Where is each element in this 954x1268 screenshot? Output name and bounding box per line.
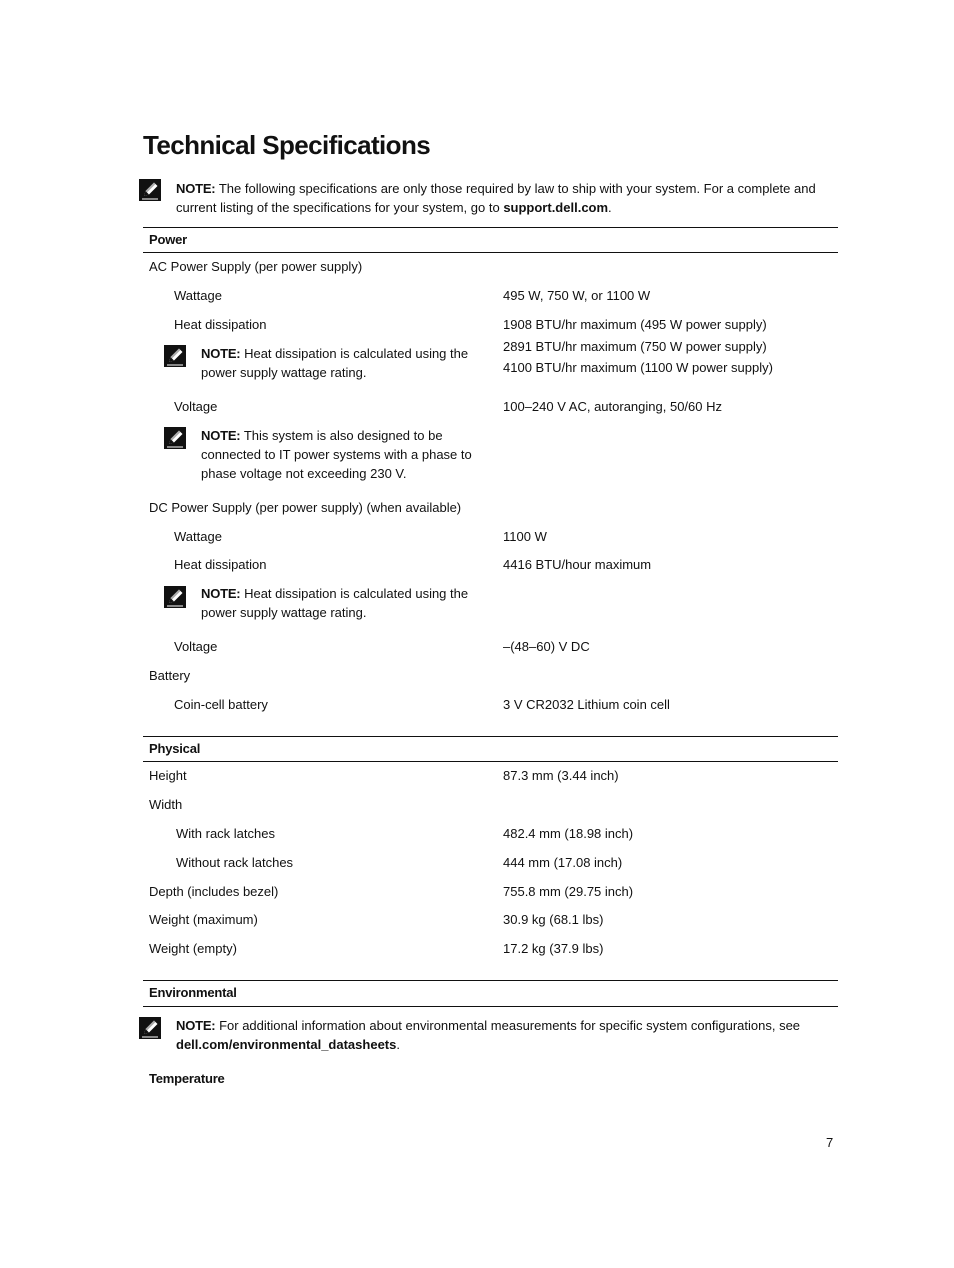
note-line-1: Heat dissipation is calculated using the xyxy=(244,586,469,601)
environmental-bottom-rule xyxy=(143,1006,838,1007)
ac-heat-value-2: 2891 BTU/hr maximum (750 W power supply) xyxy=(503,339,767,354)
coin-cell-value: 3 V CR2032 Lithium coin cell xyxy=(503,697,670,712)
note-line-2: connected to IT power systems with a phase to xyxy=(201,447,472,462)
ac-wattage-value: 495 W, 750 W, or 1100 W xyxy=(503,288,651,303)
page-number: 7 xyxy=(826,1135,834,1150)
battery-label: Battery xyxy=(149,668,191,683)
note-line-1: Heat dissipation is calculated using the xyxy=(244,346,469,361)
ac-heat-value-1: 1908 BTU/hr maximum (495 W power supply) xyxy=(503,317,767,332)
note-line-1: The following specifications are only those required by law to ship with your system. For a complete and xyxy=(218,181,816,196)
note-end: . xyxy=(608,200,612,215)
without-rack-latches-value: 444 mm (17.08 inch) xyxy=(503,855,623,870)
without-rack-latches-label: Without rack latches xyxy=(176,855,294,870)
environmental-top-rule xyxy=(143,980,838,981)
width-label: Width xyxy=(149,797,183,812)
dc-wattage-label: Wattage xyxy=(174,529,222,544)
dc-voltage-value: –(48–60) V DC xyxy=(503,639,590,654)
ac-voltage-value: 100–240 V AC, autoranging, 50/60 Hz xyxy=(503,399,722,414)
note-line-1: This system is also designed to be xyxy=(243,428,443,443)
note-line-2: current listing of the specifications for your system, go to xyxy=(176,200,504,215)
ac-voltage-label: Voltage xyxy=(174,399,218,414)
coin-cell-label: Coin-cell battery xyxy=(174,697,268,712)
power-header: Power xyxy=(149,232,188,247)
dc-voltage-label: Voltage xyxy=(174,639,218,654)
height-value: 87.3 mm (3.44 inch) xyxy=(503,768,619,783)
power-bottom-rule xyxy=(143,252,838,253)
dc-wattage-value: 1100 W xyxy=(503,529,547,544)
note-line-3: phase voltage not exceeding 230 V. xyxy=(201,466,407,481)
environmental-datasheets-link[interactable]: dell.com/environmental_datasheets xyxy=(176,1037,397,1052)
note-line-2: power supply wattage rating. xyxy=(201,605,367,620)
physical-top-rule xyxy=(143,736,838,737)
height-label: Height xyxy=(149,768,187,783)
with-rack-latches-value: 482.4 mm (18.98 inch) xyxy=(503,826,634,841)
dc-heat-value: 4416 BTU/hour maximum xyxy=(503,557,652,572)
dc-heat-note xyxy=(201,584,491,622)
weight-empty-value: 17.2 kg (37.9 lbs) xyxy=(503,941,604,956)
power-top-rule xyxy=(143,227,838,228)
weight-max-label: Weight (maximum) xyxy=(149,912,258,927)
note-line-1: For additional information about environmental measurements for specific system configurations, see xyxy=(219,1018,801,1033)
note-label: NOTE: xyxy=(176,181,216,196)
physical-bottom-rule xyxy=(143,761,838,762)
depth-label: Depth (includes bezel) xyxy=(149,884,279,899)
note-line-2: power supply wattage rating. xyxy=(201,365,367,380)
with-rack-latches-label: With rack latches xyxy=(176,826,275,841)
ac-heat-value-3: 4100 BTU/hr maximum (1100 W power supply) xyxy=(503,360,773,375)
ac-heat-label: Heat dissipation xyxy=(174,317,267,332)
ac-voltage-note xyxy=(201,426,496,483)
note-label: NOTE: xyxy=(201,346,241,361)
note-pencil-icon xyxy=(164,586,186,608)
note-pencil-icon xyxy=(164,345,186,367)
physical-header: Physical xyxy=(149,741,201,756)
note-label: NOTE: xyxy=(201,428,241,443)
top-note xyxy=(176,179,836,217)
environmental-note xyxy=(176,1016,836,1054)
support-link[interactable]: support.dell.com xyxy=(503,200,609,215)
note-label: NOTE: xyxy=(201,586,241,601)
note-label: NOTE: xyxy=(176,1018,216,1033)
depth-value: 755.8 mm (29.75 inch) xyxy=(503,884,634,899)
temperature-heading: Temperature xyxy=(149,1071,225,1086)
weight-max-value: 30.9 kg (68.1 lbs) xyxy=(503,912,604,927)
ac-power-supply-label: AC Power Supply (per power supply) xyxy=(149,259,363,274)
weight-empty-label: Weight (empty) xyxy=(149,941,237,956)
dc-heat-label: Heat dissipation xyxy=(174,557,267,572)
note-pencil-icon xyxy=(139,179,161,201)
ac-wattage-label: Wattage xyxy=(174,288,222,303)
note-end: . xyxy=(396,1037,400,1052)
note-pencil-icon xyxy=(164,427,186,449)
environmental-header: Environmental xyxy=(149,985,237,1000)
note-pencil-icon xyxy=(139,1017,161,1039)
dc-power-supply-label: DC Power Supply (per power supply) (when available) xyxy=(149,500,462,515)
ac-heat-note xyxy=(201,344,491,382)
page-title: Technical Specifications xyxy=(143,130,431,160)
